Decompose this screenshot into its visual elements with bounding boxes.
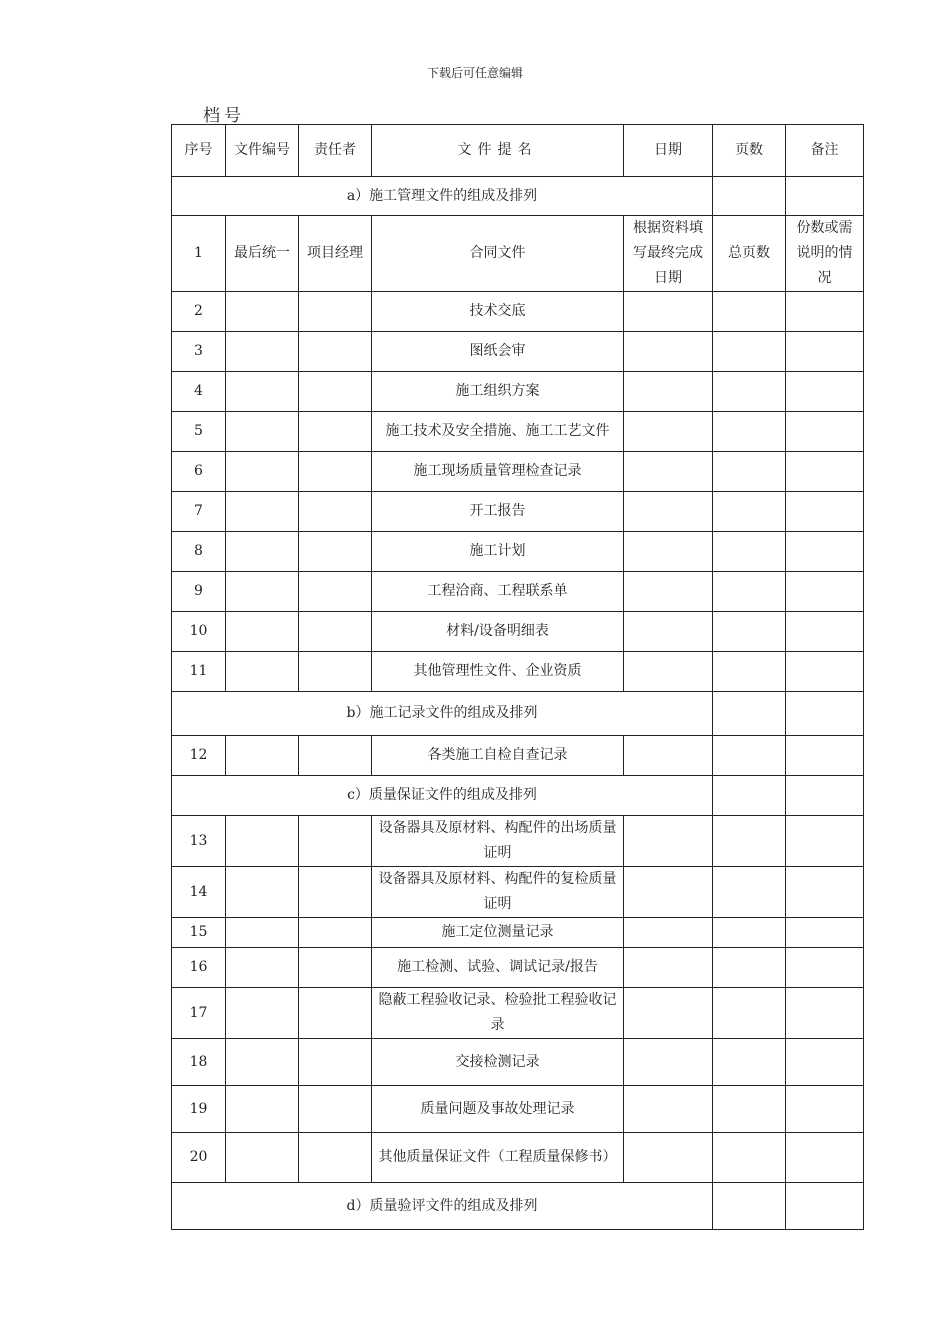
archive-table (171, 124, 864, 1230)
cell-responsible (299, 492, 372, 532)
cell-pages (713, 867, 786, 918)
cell-pages (713, 918, 786, 948)
table-row (172, 988, 864, 1039)
cell-date (624, 918, 713, 948)
cell-file-no (226, 572, 299, 612)
section-pages-cell (713, 776, 786, 816)
cell-date: 根据资料填写最终完成日期 (624, 216, 713, 292)
cell-seq: 14 (172, 867, 226, 918)
cell-title: 施工现场质量管理检查记录 (372, 452, 624, 492)
cell-responsible (299, 867, 372, 918)
cell-responsible (299, 292, 372, 332)
cell-seq: 16 (172, 948, 226, 988)
section-pages-cell (713, 1183, 786, 1230)
cell-responsible (299, 918, 372, 948)
cell-pages (713, 1039, 786, 1086)
cell-title: 隐蔽工程验收记录、检验批工程验收记录 (372, 988, 624, 1039)
cell-seq: 10 (172, 612, 226, 652)
table-row (172, 948, 864, 988)
cell-pages (713, 572, 786, 612)
cell-title: 合同文件 (372, 216, 624, 292)
cell-remarks (786, 372, 864, 412)
cell-seq: 5 (172, 412, 226, 452)
header-row (172, 125, 864, 177)
section-title: c）质量保证文件的组成及排列 (172, 776, 713, 816)
cell-date (624, 492, 713, 532)
cell-seq: 19 (172, 1086, 226, 1133)
cell-remarks: 份数或需说明的情况 (786, 216, 864, 292)
cell-responsible (299, 736, 372, 776)
cell-file-no (226, 948, 299, 988)
cell-title: 其他管理性文件、企业资质 (372, 652, 624, 692)
cell-responsible (299, 948, 372, 988)
cell-date (624, 867, 713, 918)
table-row (172, 816, 864, 867)
table-row (172, 372, 864, 412)
cell-pages (713, 372, 786, 412)
cell-pages (713, 1133, 786, 1183)
cell-remarks (786, 412, 864, 452)
table-row (172, 572, 864, 612)
cell-remarks (786, 736, 864, 776)
cell-remarks (786, 332, 864, 372)
cell-file-no (226, 1086, 299, 1133)
cell-responsible (299, 332, 372, 372)
cell-seq: 4 (172, 372, 226, 412)
section-remarks-cell (786, 776, 864, 816)
section-pages-cell (713, 692, 786, 736)
cell-pages (713, 816, 786, 867)
cell-remarks (786, 652, 864, 692)
section-title: a）施工管理文件的组成及排列 (172, 177, 713, 216)
cell-title: 技术交底 (372, 292, 624, 332)
cell-title: 开工报告 (372, 492, 624, 532)
table-row (172, 1086, 864, 1133)
cell-responsible (299, 1086, 372, 1133)
col-header-title: 文件提名 (372, 125, 624, 177)
cell-title: 施工定位测量记录 (372, 918, 624, 948)
table-row (172, 492, 864, 532)
cell-pages (713, 1086, 786, 1133)
cell-date (624, 452, 713, 492)
table-row (172, 332, 864, 372)
cell-file-no (226, 372, 299, 412)
cell-remarks (786, 492, 864, 532)
cell-pages (713, 292, 786, 332)
cell-pages (713, 332, 786, 372)
table-row (172, 1039, 864, 1086)
cell-remarks (786, 988, 864, 1039)
cell-seq: 3 (172, 332, 226, 372)
table-row (172, 652, 864, 692)
cell-responsible (299, 816, 372, 867)
cell-seq: 8 (172, 532, 226, 572)
cell-date (624, 1133, 713, 1183)
cell-file-no (226, 816, 299, 867)
archive-number-label: 档号 (203, 106, 245, 126)
cell-file-no (226, 612, 299, 652)
section-remarks-cell (786, 1183, 864, 1230)
cell-remarks (786, 1133, 864, 1183)
cell-file-no (226, 1133, 299, 1183)
cell-date (624, 1086, 713, 1133)
cell-seq: 13 (172, 816, 226, 867)
cell-responsible (299, 652, 372, 692)
cell-responsible: 项目经理 (299, 216, 372, 292)
cell-remarks (786, 1086, 864, 1133)
cell-file-no (226, 292, 299, 332)
col-header-file-no: 文件编号 (226, 125, 299, 177)
col-header-remarks: 备注 (786, 125, 864, 177)
cell-file-no (226, 492, 299, 532)
cell-remarks (786, 1039, 864, 1086)
cell-date (624, 652, 713, 692)
cell-date (624, 816, 713, 867)
cell-pages (713, 452, 786, 492)
section-row (172, 1183, 864, 1230)
cell-title: 施工检测、试验、调试记录/报告 (372, 948, 624, 988)
cell-file-no (226, 452, 299, 492)
cell-seq: 18 (172, 1039, 226, 1086)
cell-seq: 1 (172, 216, 226, 292)
cell-pages (713, 412, 786, 452)
header-note: 下载后可任意编辑 (426, 66, 523, 80)
table-row (172, 736, 864, 776)
cell-file-no (226, 532, 299, 572)
cell-date (624, 332, 713, 372)
cell-title: 设备器具及原材料、构配件的出场质量证明 (372, 816, 624, 867)
cell-remarks (786, 292, 864, 332)
cell-file-no (226, 736, 299, 776)
cell-remarks (786, 867, 864, 918)
cell-seq: 2 (172, 292, 226, 332)
table-row (172, 867, 864, 918)
cell-file-no (226, 867, 299, 918)
cell-date (624, 948, 713, 988)
cell-responsible (299, 988, 372, 1039)
cell-title: 质量问题及事故处理记录 (372, 1086, 624, 1133)
cell-seq: 11 (172, 652, 226, 692)
cell-seq: 7 (172, 492, 226, 532)
col-header-responsible: 责任者 (299, 125, 372, 177)
cell-title: 施工计划 (372, 532, 624, 572)
cell-date (624, 292, 713, 332)
cell-seq: 12 (172, 736, 226, 776)
cell-date (624, 572, 713, 612)
cell-title: 材料/设备明细表 (372, 612, 624, 652)
cell-responsible (299, 532, 372, 572)
cell-title: 设备器具及原材料、构配件的复检质量证明 (372, 867, 624, 918)
cell-file-no (226, 332, 299, 372)
cell-file-no (226, 918, 299, 948)
cell-date (624, 412, 713, 452)
col-header-pages: 页数 (713, 125, 786, 177)
table-row (172, 612, 864, 652)
section-remarks-cell (786, 177, 864, 216)
cell-seq: 6 (172, 452, 226, 492)
table-row (172, 532, 864, 572)
cell-file-no (226, 1039, 299, 1086)
cell-date (624, 532, 713, 572)
cell-date (624, 988, 713, 1039)
cell-date (624, 372, 713, 412)
cell-title: 其他质量保证文件（工程质量保修书） (372, 1133, 624, 1183)
cell-title: 各类施工自检自查记录 (372, 736, 624, 776)
cell-responsible (299, 612, 372, 652)
cell-seq: 17 (172, 988, 226, 1039)
cell-seq: 20 (172, 1133, 226, 1183)
cell-title: 工程洽商、工程联系单 (372, 572, 624, 612)
cell-pages (713, 612, 786, 652)
cell-remarks (786, 452, 864, 492)
cell-responsible (299, 1133, 372, 1183)
section-row (172, 692, 864, 736)
cell-file-no: 最后统一 (226, 216, 299, 292)
cell-responsible (299, 452, 372, 492)
cell-file-no (226, 988, 299, 1039)
section-remarks-cell (786, 692, 864, 736)
section-pages-cell (713, 177, 786, 216)
table-row (172, 1133, 864, 1183)
table-row (172, 292, 864, 332)
cell-pages (713, 532, 786, 572)
cell-title: 施工技术及安全措施、施工工艺文件 (372, 412, 624, 452)
cell-title: 交接检测记录 (372, 1039, 624, 1086)
cell-responsible (299, 1039, 372, 1086)
cell-seq: 15 (172, 918, 226, 948)
section-row (172, 177, 864, 216)
cell-pages (713, 988, 786, 1039)
cell-file-no (226, 652, 299, 692)
table-row (172, 216, 864, 292)
cell-title: 施工组织方案 (372, 372, 624, 412)
cell-responsible (299, 412, 372, 452)
cell-remarks (786, 816, 864, 867)
cell-pages (713, 492, 786, 532)
section-title: d）质量验评文件的组成及排列 (172, 1183, 713, 1230)
cell-date (624, 736, 713, 776)
cell-pages (713, 652, 786, 692)
col-header-date: 日期 (624, 125, 713, 177)
cell-date (624, 1039, 713, 1086)
cell-file-no (226, 412, 299, 452)
cell-remarks (786, 918, 864, 948)
cell-date (624, 612, 713, 652)
cell-responsible (299, 572, 372, 612)
cell-remarks (786, 532, 864, 572)
cell-seq: 9 (172, 572, 226, 612)
cell-pages (713, 948, 786, 988)
cell-remarks (786, 948, 864, 988)
cell-remarks (786, 572, 864, 612)
table-row (172, 452, 864, 492)
cell-remarks (786, 612, 864, 652)
col-header-seq: 序号 (172, 125, 226, 177)
cell-pages (713, 736, 786, 776)
cell-pages: 总页数 (713, 216, 786, 292)
cell-title: 图纸会审 (372, 332, 624, 372)
section-row (172, 776, 864, 816)
table-row (172, 412, 864, 452)
table-row (172, 918, 864, 948)
cell-responsible (299, 372, 372, 412)
section-title: b）施工记录文件的组成及排列 (172, 692, 713, 736)
